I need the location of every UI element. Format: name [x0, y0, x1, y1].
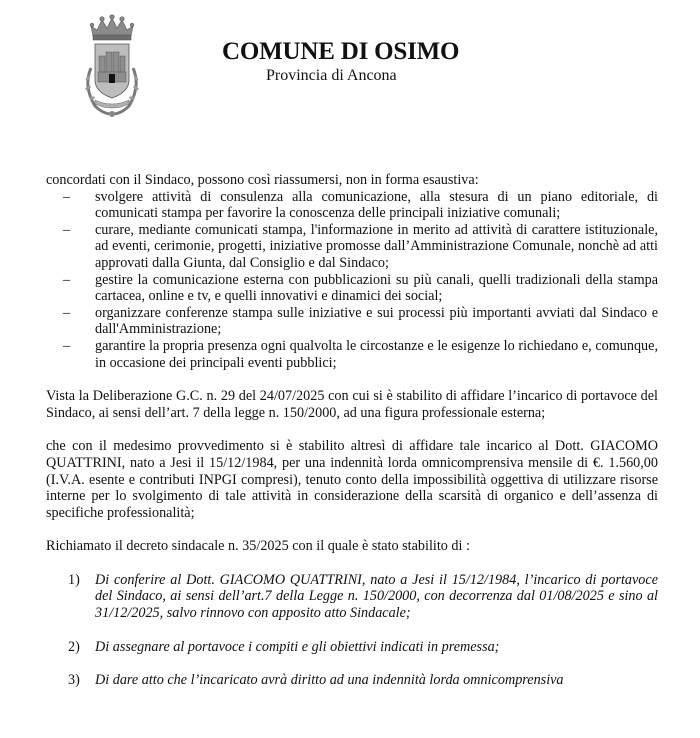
list-item-text: garantire la propria presenza ogni qualvolta le circostanze e le esigenze lo richiedano e, comunque, in occasione dei principali eventi pubblici;: [95, 337, 658, 371]
item-number: 2): [68, 638, 80, 655]
duties-list: [46, 189, 658, 372]
intro-paragraph: concordati con il Sindaco, possono così riassumersi, non in forma esaustiva:: [46, 172, 479, 188]
numbered-item: [68, 672, 658, 689]
numbered-item-text: Di conferire al Dott. GIACOMO QUATTRINI, nato a Jesi il 15/12/1984, l’incarico di portavoce del Sindaco, ai sensi dell’art.7 della Legge n. 150/2000, con decorrenza dal 01/08/2025 e sino al 31/12/2025, salvo rinnovo con apposito atto Sindacale;: [95, 571, 658, 622]
dash-bullet: –: [63, 221, 71, 238]
item-number: 3): [68, 672, 80, 689]
province-subtitle: Provincia di Ancona: [266, 67, 397, 84]
spacer: [46, 371, 658, 388]
list-item-text: curare, mediante comunicati stampa, l'informazione in merito ad attività di carattere istituzionale, ad eventi, cerimonie, progetti, iniziative promosse dall’Amministrazione Comunale, nonchè ad atti approvati dalla Giunta, dal Consiglio e dal Sindaco;: [95, 221, 658, 271]
dash-bullet: –: [63, 337, 71, 354]
che-paragraph: che con il medesimo provvedimento si è stabilito altresì di affidare tale incarico al Dott. GIACOMO QUATTRINI, nato a Jesi il 15/12/1984, per una indennità lorda omnicomprensiva mensile di €. 1.560,00 (I.V.A. esente e contributi INPGI compresi), tenuto conto della impossibilità oggettiva di utilizzare risorse interne per lo svolgimento di tale attività in considerazione della scarsità di organico e dell’assenza di specifiche professionalità;: [46, 438, 658, 521]
dash-bullet: –: [63, 304, 71, 321]
spacer: [46, 521, 658, 538]
list-item-text: organizzare conferenze stampa sulle iniziative e sui processi più importanti avviati dal Sindaco e dall'Amministrazione;: [95, 304, 658, 338]
list-item: [63, 271, 658, 305]
dash-bullet: –: [63, 188, 71, 205]
list-item: [63, 304, 658, 338]
dash-bullet: –: [63, 271, 71, 288]
numbered-item-text: Di assegnare al portavoce i compiti e gli obiettivi indicati in premessa;: [95, 638, 500, 655]
list-item: [63, 221, 658, 272]
list-item-text: svolgere attività di consulenza alla comunicazione, alla stesura di un piano editoriale, di comunicati stampa per favorire la conoscenza delle principali iniziative comunali;: [95, 188, 658, 222]
vista-paragraph: Vista la Deliberazione G.C. n. 29 del 24/07/2025 con cui si è stabilito di affidare l’incarico di portavoce del Sindaco, ai sensi dell’art. 7 della legge n. 150/2000, ad una figura professionale esterna;: [46, 388, 658, 421]
item-number: 1): [68, 571, 80, 588]
document-body: [46, 172, 658, 689]
decree-list: [46, 572, 658, 689]
richiamato-paragraph: Richiamato il decreto sindacale n. 35/2025 con il quale è stato stabilito di :: [46, 538, 470, 555]
numbered-item: [68, 638, 658, 656]
list-item: [63, 337, 658, 371]
numbered-item-text: Di dare atto che l’incaricato avrà diritto ad una indennità lorda omnicomprensiva: [95, 672, 564, 689]
list-item-text: gestire la comunicazione esterna con pubblicazioni su più canali, quelli tradizionali della stampa cartacea, online e tv, e quelli innovativi e dinamici dei social;: [95, 271, 658, 305]
municipality-title: COMUNE DI OSIMO: [222, 38, 460, 65]
coat-of-arms-icon: [77, 14, 147, 122]
spacer: [46, 555, 658, 572]
numbered-item: [68, 571, 658, 622]
spacer: [46, 421, 658, 438]
list-item: [63, 188, 658, 222]
